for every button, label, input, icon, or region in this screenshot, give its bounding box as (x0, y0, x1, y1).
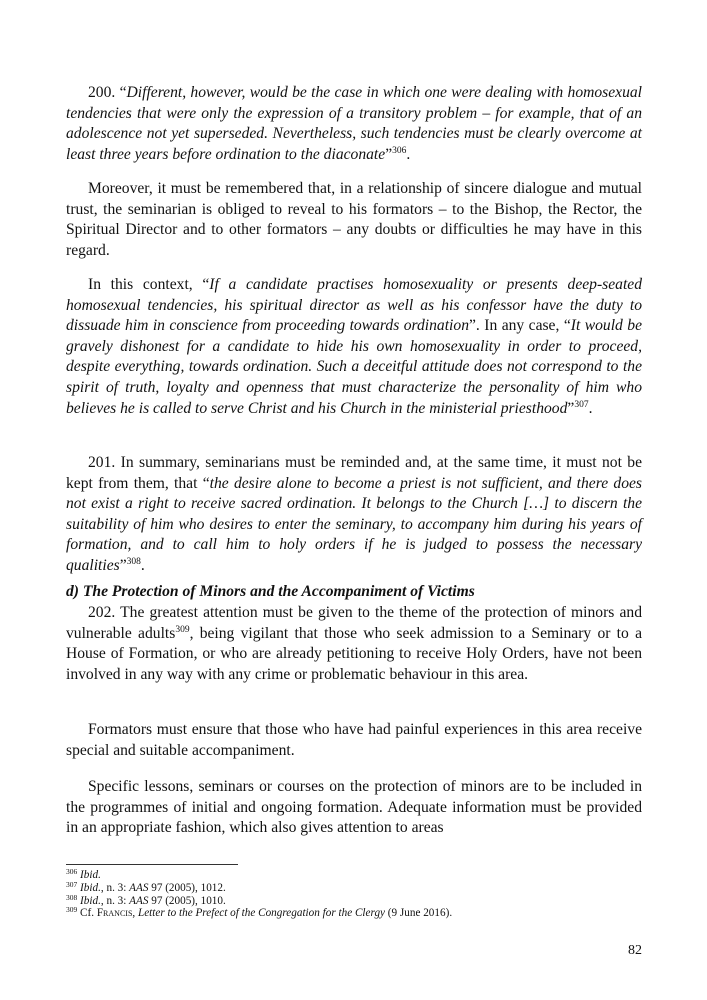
footnote-number: 306 (66, 867, 78, 876)
footnote-307 (66, 879, 642, 895)
footnote-italic: Ibid. (80, 881, 101, 894)
paragraph-200 (66, 83, 642, 165)
footnote-ref-306: 306 (392, 145, 407, 156)
footnote-text: Cf. (80, 907, 97, 920)
footnote-smallcaps: Francis (96, 907, 133, 920)
footnote-divider (66, 864, 238, 865)
para201-quote: the desire alone to become a priest is not sufficient, and there does not exist a right to receive sacred ordination. It belongs to the Church […] to discern the suitability of him who desires to enter the seminary, to accompany him during his years of formation, and to call him to holy orders if he is judged to possess the necessary qualities (66, 474, 642, 574)
footnote-ref-309: 309 (175, 624, 190, 635)
paragraph-formators (66, 720, 642, 761)
para200-close: ” (385, 145, 393, 163)
footnote-italic: AAS (129, 894, 149, 907)
para200-quote: Different, however, would be the case in which one were dealing with homosexual tendencies that were only the expression of a transitory problem – for example, that of an adolescence not yet superseded. Nevertheless, such tendencies must be clearly overcome at least three years before ordination to the diaconate (66, 84, 643, 163)
para200-end: . (406, 145, 411, 163)
footnote-number: 308 (66, 892, 78, 902)
footnote-ref-307: 307 (574, 399, 589, 410)
paragraph-201 (66, 453, 642, 577)
footnote-306 (66, 869, 642, 882)
para-context-end: . (588, 399, 593, 417)
footnote-text: , (132, 907, 138, 920)
para200-lead: 200. “ (88, 84, 127, 101)
paragraph-moreover (66, 179, 642, 261)
footnote-number: 309 (66, 905, 78, 915)
paragraph-lessons (66, 777, 642, 839)
para-context-quote1: If a candidate practises homosexuality or presents deep-seated homosexual tendencies, his spiritual director as well as his confessor have the duty to dissuade him in conscience from proceeding towards ordination (66, 276, 642, 335)
footnote-italic: Letter to the Prefect of the Congregation for the Clergy (137, 907, 385, 920)
para201-lead: 201. In summary, seminarians must be reminded and, at the same time, it must not be kept from them, that “ (66, 454, 642, 492)
para-context-quote2: It would be gravely dishonest for a candidate to hide his own homosexuality in order to proceed, despite everything, towards ordination. Such a deceitful attitude does not correspond to the spirit of truth, loyalty and openness that must characterize the personality of him who believes he is called to serve Christ and his Church in the ministerial priesthood (66, 317, 643, 417)
footnote-text: , n. 3: (100, 894, 130, 907)
para-context-close: ” (567, 399, 575, 417)
para-context-lead: In this context, “ (88, 276, 210, 293)
para-lessons-text: Specific lessons, seminars or courses on the protection of minors are to be included in the programmes of initial and ongoing formation. Adequate information must be provided in an appropriate fashion, which also gives attention to areas (66, 778, 642, 837)
footnote-italic: Ibid. (80, 869, 101, 881)
footnote-text: 97 (2005), 1012. (148, 881, 226, 894)
footnote-text: 97 (2005), 1010. (148, 894, 226, 907)
paragraph-202 (66, 603, 642, 685)
para201-close: ” (119, 556, 127, 574)
paragraph-context (66, 275, 642, 419)
para-formators-text: Formators must ensure that those who have had painful experiences in this area receive special and suitable accompaniment. (66, 721, 642, 759)
footnotes (66, 869, 642, 920)
para-context-mid: ”. In any case, “ (469, 317, 571, 335)
footnote-ref-308: 308 (126, 556, 141, 567)
section-heading (66, 582, 642, 603)
footnote-text: (9 June 2016). (385, 907, 453, 920)
footnote-309 (66, 907, 642, 920)
footnote-308 (66, 892, 642, 908)
section-heading-text: d) The Protection of Minors and the Accompaniment of Victims (66, 583, 475, 600)
para202-rest: , being vigilant that those who seek admission to a Seminary or to a House of Formation, or who are already petitioning to receive Holy Orders, have not been involved in any way with any crime or problematic behaviour in this area. (66, 624, 642, 683)
para201-end: . (140, 556, 145, 574)
footnote-italic: Ibid. (80, 894, 101, 907)
footnote-italic: AAS (129, 881, 149, 894)
page-number: 82 (628, 943, 642, 958)
para-moreover-text: Moreover, it must be remembered that, in a relationship of sincere dialogue and mutual trust, the seminarian is obliged to reveal to his formators – to the Bishop, the Rector, the Spiritual Director and to other formators – any doubts or difficulties he may have in this regard. (66, 180, 642, 259)
footnote-number: 307 (66, 879, 78, 889)
para202-lead: 202. The greatest attention must be given to the theme of the protection of minors and vulnerable adults (66, 604, 642, 642)
footnote-text: , n. 3: (100, 881, 130, 894)
